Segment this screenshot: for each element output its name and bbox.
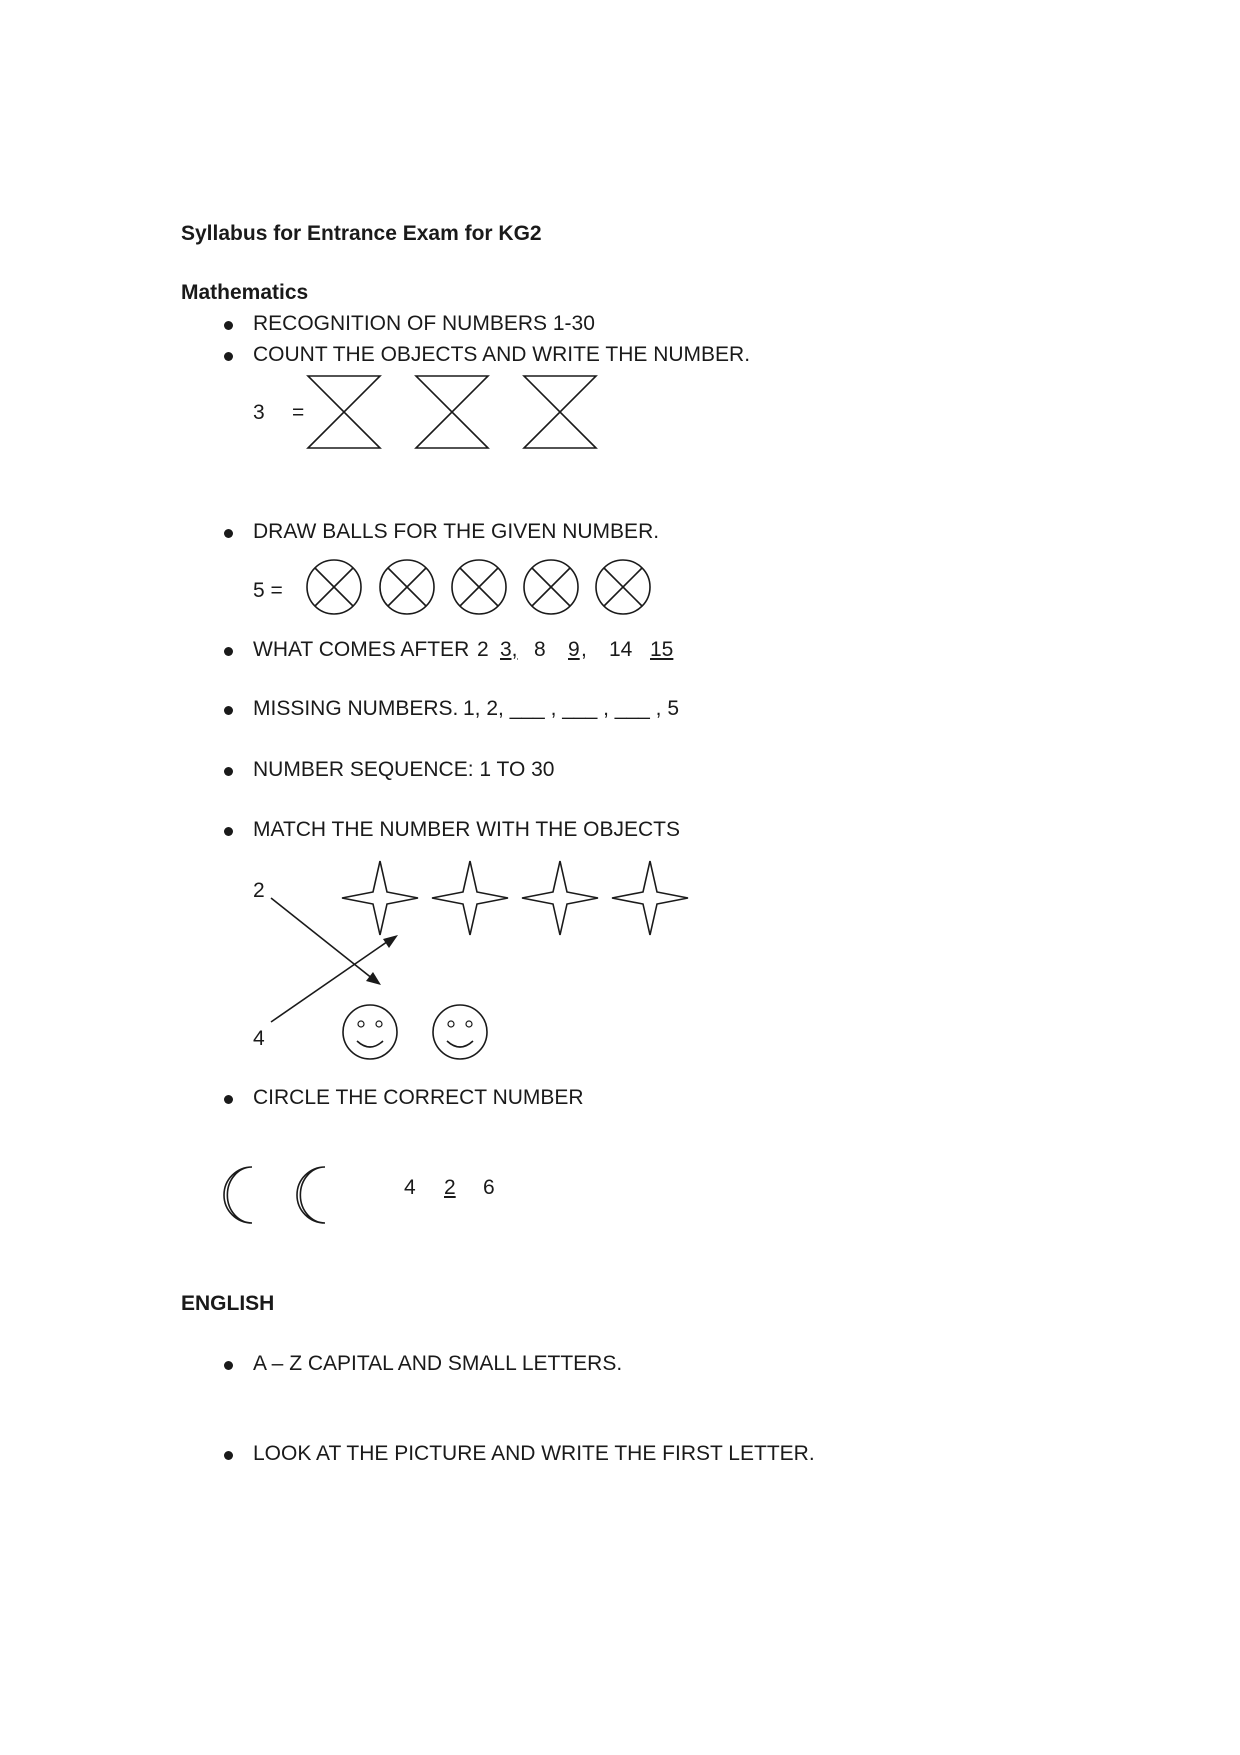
after-answer: 15 <box>650 638 674 661</box>
star-icon <box>522 861 598 935</box>
moon-icon <box>297 1167 325 1223</box>
circle-option-answer: 2 <box>444 1176 456 1199</box>
star-icon <box>432 861 508 935</box>
math-item-count: COUNT THE OBJECTS AND WRITE THE NUMBER. <box>253 343 751 366</box>
smiley-icon <box>343 1005 397 1059</box>
hourglass-icon <box>308 376 380 448</box>
match-number-top: 2 <box>253 879 265 902</box>
math-heading: Mathematics <box>181 281 309 304</box>
after-value: 8 <box>534 638 546 661</box>
ball-icon <box>307 560 361 614</box>
math-item-after: WHAT COMES AFTER <box>253 638 470 661</box>
english-heading: ENGLISH <box>181 1292 275 1315</box>
after-answer: 3, <box>500 638 518 661</box>
ball-icon <box>596 560 650 614</box>
smiley-icon <box>433 1005 487 1059</box>
bullet <box>224 767 233 776</box>
hourglass-objects <box>300 372 610 452</box>
math-item-balls: DRAW BALLS FOR THE GIVEN NUMBER. <box>253 520 660 543</box>
bullet <box>224 352 233 361</box>
math-item-sequence: NUMBER SEQUENCE: 1 TO 30 <box>253 758 555 781</box>
ball-icon <box>524 560 578 614</box>
star-icon <box>342 861 418 935</box>
after-value: 2 <box>477 638 489 661</box>
missing-sequence: 1, 2, ___ , ___ , ___ , 5 <box>463 697 679 720</box>
bullet <box>224 321 233 330</box>
circle-option: 4 <box>404 1176 416 1199</box>
circle-option: 6 <box>483 1176 495 1199</box>
star-icon <box>612 861 688 935</box>
math-item-match: MATCH THE NUMBER WITH THE OBJECTS <box>253 818 681 841</box>
count-number: 3 <box>253 401 265 424</box>
bullet <box>224 529 233 538</box>
ball-icon <box>380 560 434 614</box>
bullet <box>224 827 233 836</box>
ball-drawings <box>300 557 660 617</box>
math-item-circle: CIRCLE THE CORRECT NUMBER <box>253 1086 584 1109</box>
math-item-recognition: RECOGNITION OF NUMBERS 1-30 <box>253 312 595 335</box>
arrow-2-to-smiley <box>271 898 381 985</box>
bullet <box>224 1095 233 1104</box>
after-answer: 9 <box>568 638 580 661</box>
match-figure <box>260 855 700 1070</box>
bullet <box>224 1451 233 1460</box>
match-number-bottom: 4 <box>253 1027 265 1050</box>
hourglass-icon <box>524 376 596 448</box>
math-item-missing: MISSING NUMBERS. <box>253 697 459 720</box>
moon-objects <box>214 1165 334 1225</box>
bullet <box>224 647 233 656</box>
count-equals: = <box>292 401 305 424</box>
page-title: Syllabus for Entrance Exam for KG2 <box>181 222 542 245</box>
after-value: 14 <box>609 638 633 661</box>
bullet <box>224 706 233 715</box>
balls-label: 5 = <box>253 579 283 602</box>
after-comma: , <box>581 638 587 661</box>
bullet <box>224 1361 233 1370</box>
hourglass-icon <box>416 376 488 448</box>
english-item-first-letter: LOOK AT THE PICTURE AND WRITE THE FIRST LETTER. <box>253 1442 815 1465</box>
english-item-letters: A – Z CAPITAL AND SMALL LETTERS. <box>253 1352 623 1375</box>
ball-icon <box>452 560 506 614</box>
moon-icon <box>224 1167 252 1223</box>
